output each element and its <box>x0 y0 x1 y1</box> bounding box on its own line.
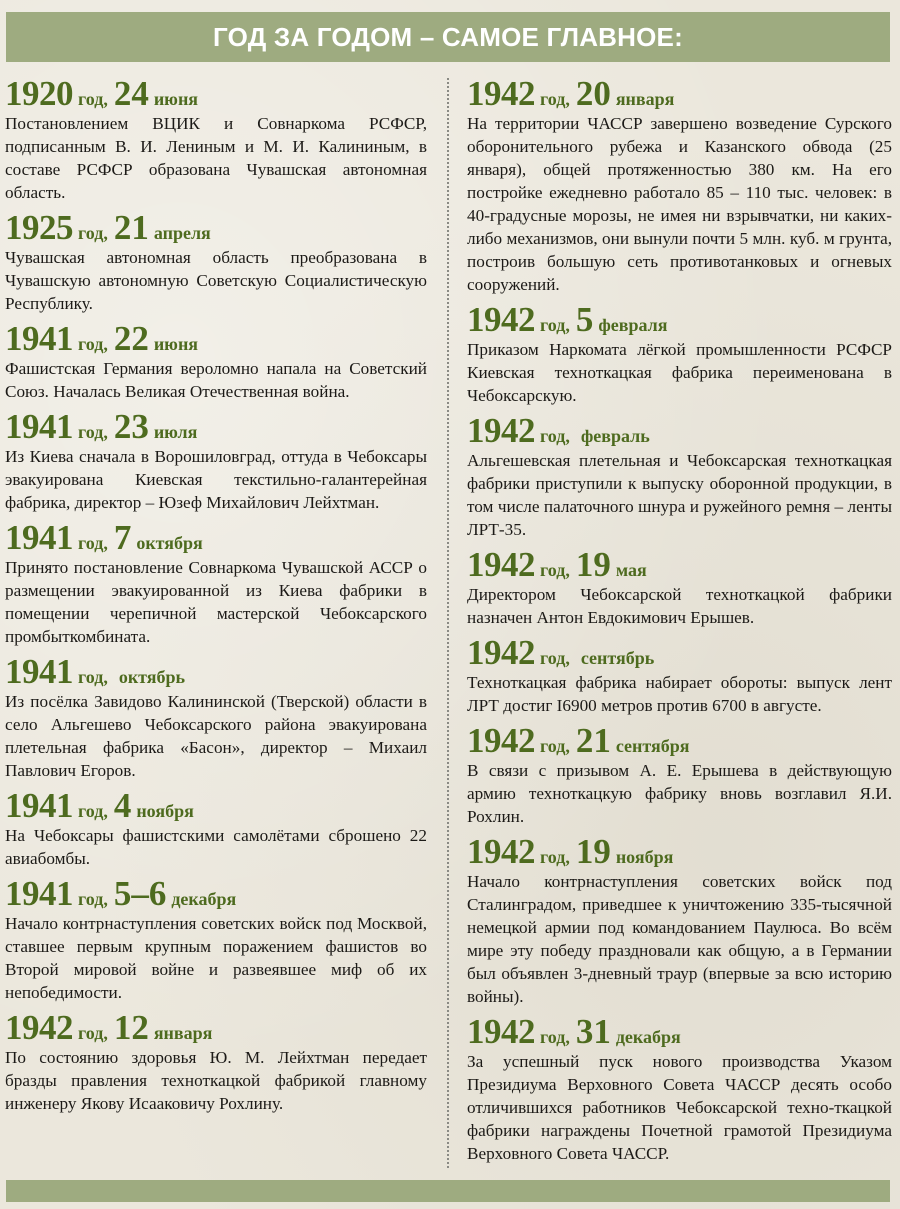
entry-month: декабря <box>171 889 237 909</box>
entry-year: 1941 <box>5 786 73 825</box>
entry-date-heading <box>5 1010 427 1046</box>
entry-date-heading <box>467 302 892 338</box>
entry-date-heading <box>467 76 892 112</box>
entry-month: июня <box>153 334 199 354</box>
entry-year: 1925 <box>5 208 73 247</box>
entry-year: 1942 <box>467 545 535 584</box>
entry-year: 1942 <box>5 1008 73 1047</box>
entry-text: Постановлением ВЦИК и Совнаркома РСФСР, подписанным В. И. Лениным и М. И. Калининым, в составе РСФСР образована Чувашская автономная область. <box>5 114 427 202</box>
left-column <box>5 76 427 1121</box>
entry-text: Директором Чебоксарской техноткацкой фабрики назначен Антон Евдокимович Ерышев. <box>467 585 892 627</box>
entry-date-heading <box>5 210 427 246</box>
entry-day: 19 <box>575 545 611 584</box>
entry-year-word: год, <box>540 1027 570 1047</box>
entry-day: 20 <box>575 74 611 113</box>
timeline-entry <box>5 409 427 514</box>
timeline-entry <box>5 1010 427 1115</box>
entry-year: 1941 <box>5 874 73 913</box>
entry-text: Альгешевская плетельная и Чебоксарская техноткацкая фабрики приступили к выпуску оборонной продукции, в том числе палаточного шнура и ружейного ремня – ленты ЛРТ-35. <box>467 451 892 539</box>
entry-month: сентября <box>615 736 690 756</box>
entry-date-heading <box>5 409 427 445</box>
entry-month: февраль <box>580 426 650 446</box>
entry-day: 5–6 <box>113 874 167 913</box>
entry-day: 23 <box>113 407 149 446</box>
entry-month: мая <box>615 560 647 580</box>
entry-year-word: год, <box>540 560 570 580</box>
entry-date-heading <box>5 520 427 556</box>
entry-text: На территории ЧАССР завершено возведение Сурского оборонительного рубежа и Казанского обвода (25 января), общей протяженностью 380 км. На его постройке ежедневно работало 85 – 110 тыс. человек: в 40-градусные морозы, не имея ни взрывчатки, ни каких-либо механизмов, они вынули почти 5 млн. куб. м грунта, построив большую сеть противотанковых и огневых сооружений. <box>467 114 892 294</box>
entry-text: В связи с призывом А. Е. Ерышева в действующую армию техноткацкую фабрику вновь возглавил Я.И. Рохлин. <box>467 761 892 826</box>
entry-year-word: год, <box>78 801 108 821</box>
timeline-entry <box>5 520 427 648</box>
timeline-entry <box>467 547 892 629</box>
entry-text: Фашистская Германия вероломно напала на Советский Союз. Началась Великая Отечественная война. <box>5 359 427 401</box>
timeline-entry <box>5 76 427 204</box>
entry-year-word: год, <box>540 89 570 109</box>
entry-date-heading <box>5 321 427 357</box>
entry-month: ноября <box>136 801 194 821</box>
timeline-entry <box>5 654 427 782</box>
entry-year-word: год, <box>78 533 108 553</box>
entry-day: 12 <box>113 1008 149 1047</box>
entry-date-heading <box>5 876 427 912</box>
entry-year-word: год, <box>78 89 108 109</box>
entry-year-word: год, <box>78 334 108 354</box>
entry-day: 24 <box>113 74 149 113</box>
entry-year-word: год, <box>78 889 108 909</box>
entry-text: За успешный пуск нового производства Указом Президиума Верховного Совета ЧАССР десять особо отличившихся работников Чебоксарской техно-ткацкой фабрики награждены Почетной грамотой Президиума Верховного Совета ЧАССР. <box>467 1052 892 1163</box>
timeline-entry <box>467 76 892 296</box>
footer-bar <box>6 1180 890 1202</box>
entry-year: 1942 <box>467 1012 535 1051</box>
timeline-entry <box>467 413 892 541</box>
entry-year: 1941 <box>5 652 73 691</box>
entry-year: 1942 <box>467 832 535 871</box>
entry-year: 1942 <box>467 411 535 450</box>
entry-month: октября <box>136 533 203 553</box>
entry-year: 1941 <box>5 319 73 358</box>
timeline-entry <box>467 834 892 1008</box>
entry-year-word: год, <box>78 422 108 442</box>
entry-text: Из посёлка Завидово Калининской (Тверской) области в село Альгешево Чебоксарского района эвакуирована плетельная фабрика «Басон», директор – Михаил Павлович Егоров. <box>5 692 427 780</box>
timeline-entry <box>5 210 427 315</box>
entry-year-word: год, <box>540 847 570 867</box>
entry-month: июля <box>153 422 198 442</box>
entry-text: Техноткацкая фабрика набирает обороты: выпуск лент ЛРТ достиг I6900 метров против 6700 в августе. <box>467 673 892 715</box>
entry-text: Начало контрнаступления советских войск под Москвой, ставшее первым крупным поражением фашистов во Второй мировой войне и развеявшее миф об их непобедимости. <box>5 914 427 1002</box>
entry-year: 1942 <box>467 633 535 672</box>
timeline-entry <box>5 876 427 1004</box>
entry-text: На Чебоксары фашистскими самолётами сброшено 22 авиабомбы. <box>5 826 427 868</box>
entry-day: 21 <box>113 208 149 247</box>
entry-month: октябрь <box>118 667 186 687</box>
entry-year: 1942 <box>467 300 535 339</box>
entry-text: Чувашская автономная область преобразована в Чувашскую автономную Советскую Социалистическую Республику. <box>5 248 427 313</box>
right-column <box>467 76 892 1171</box>
entry-text: Принято постановление Совнаркома Чувашской АССР о размещении эвакуированной из Киева фабрики в помещении черепичной мастерской Чебоксарского промбыткомбината. <box>5 558 427 646</box>
entry-year-word: год, <box>78 223 108 243</box>
entry-date-heading <box>467 413 892 449</box>
entry-month: сентябрь <box>580 648 655 668</box>
entry-day: 5 <box>575 300 594 339</box>
entry-date-heading <box>467 834 892 870</box>
entry-date-heading <box>467 547 892 583</box>
entry-year-word: год, <box>78 1023 108 1043</box>
entry-day: 21 <box>575 721 611 760</box>
entry-day: 7 <box>113 518 132 557</box>
entry-date-heading <box>5 654 427 690</box>
entry-date-heading <box>467 635 892 671</box>
entry-year-word: год, <box>540 648 570 668</box>
entry-month: апреля <box>153 223 211 243</box>
column-divider <box>447 78 449 1168</box>
entry-text: Начало контрнаступления советских войск под Сталинградом, приведшее к уничтожению 335-тысячной немецкой армии под командованием Паулюса. Во всём мире эту победу праздновали как общую, а в Германии был объявлен 3-дневный траур (впервые за всю историю войны). <box>467 872 892 1006</box>
entry-date-heading <box>467 1014 892 1050</box>
entry-year-word: год, <box>540 315 570 335</box>
entry-year: 1920 <box>5 74 73 113</box>
entry-month: января <box>153 1023 213 1043</box>
entry-year-word: год, <box>540 736 570 756</box>
entry-date-heading <box>467 723 892 759</box>
timeline-entry <box>467 723 892 828</box>
entry-date-heading <box>5 788 427 824</box>
timeline-entry <box>467 635 892 717</box>
entry-year-word: год, <box>78 667 108 687</box>
entry-day: 19 <box>575 832 611 871</box>
entry-year: 1941 <box>5 407 73 446</box>
entry-date-heading <box>5 76 427 112</box>
entry-year: 1942 <box>467 74 535 113</box>
entry-year-word: год, <box>540 426 570 446</box>
entry-month: января <box>615 89 675 109</box>
entry-month: февраля <box>598 315 668 335</box>
entry-month: июня <box>153 89 199 109</box>
entry-year: 1942 <box>467 721 535 760</box>
timeline-entry <box>467 1014 892 1165</box>
timeline-entry <box>467 302 892 407</box>
entry-text: По состоянию здоровья Ю. М. Лейхтман передает бразды правления техноткацкой фабрикой главному инженеру Якову Исааковичу Рохлину. <box>5 1048 427 1113</box>
entry-day: 22 <box>113 319 149 358</box>
title-banner <box>6 12 890 62</box>
entry-day: 4 <box>113 786 132 825</box>
timeline-entry <box>5 321 427 403</box>
timeline-entry <box>5 788 427 870</box>
entry-text: Из Киева сначала в Ворошиловград, оттуда в Чебоксары эвакуирована Киевская текстильно-галантерейная фабрика, директор – Юзеф Михайлович Лейхтман. <box>5 447 427 512</box>
entry-month: декабря <box>615 1027 681 1047</box>
page-title: ГОД ЗА ГОДОМ – САМОЕ ГЛАВНОЕ: <box>213 21 683 52</box>
entry-year: 1941 <box>5 518 73 557</box>
entry-text: Приказом Наркомата лёгкой промышленности РСФСР Киевская техноткацкая фабрика переименована в Чебоксарскую. <box>467 340 892 405</box>
entry-day: 31 <box>575 1012 611 1051</box>
entry-month: ноября <box>615 847 674 867</box>
